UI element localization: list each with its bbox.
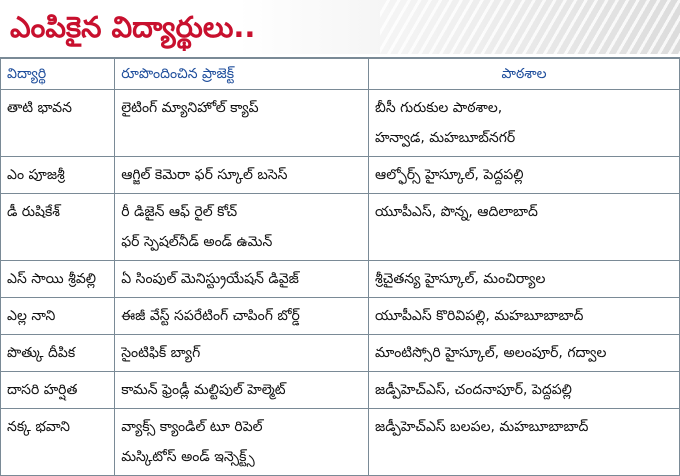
student-name [1, 298, 115, 335]
student-name [1, 194, 115, 261]
school-line: బీసీ గురుకుల పాఠశాల, [375, 100, 503, 116]
project-cell [115, 409, 369, 476]
table-row [1, 298, 680, 335]
project-cell [115, 298, 369, 335]
project-line: ఈజీ వేస్ట్ సపరేటింగ్ చాపింగ్ బోర్డ్ [121, 308, 300, 324]
project-line: సైంటిఫిక్ బ్యాగ్ [121, 345, 201, 361]
project-line: ఫర్ స్పెషల్‌నీడ్ అండ్ ఉమెన్ [121, 234, 273, 250]
school-line: యూపీఎస్, పొన్న, ఆదిలాబాద్ [375, 204, 538, 220]
student-name [1, 409, 115, 476]
page-title: ఎంపికైన విద్యార్థులు.. [10, 10, 256, 44]
student-name [1, 261, 115, 298]
project-cell [115, 372, 369, 409]
project-line: ఏ సింపుల్ మెనిస్ట్రుయేషన్ డివైజ్ [121, 271, 299, 287]
student-name [1, 157, 115, 194]
project-line: ఆగ్జిల్ కెమెరా ఫర్ స్కూల్ బసెస్ [121, 167, 288, 183]
school-cell [369, 372, 680, 409]
student-name-text: నక్క భవాని [7, 419, 70, 435]
project-line: లైటింగ్ మ్యానిహోల్ క్యాప్ [121, 100, 259, 116]
student-name-text: ఎస్ సాయి శ్రీవల్లి [7, 271, 97, 287]
table-header-row [1, 58, 680, 90]
student-name-text: దాసరి హర్షిత [7, 382, 78, 398]
school-cell [369, 409, 680, 476]
school-line: జడ్పీహెచ్ఎస్, చందనాపూర్, పెద్దపల్లి [375, 382, 572, 398]
student-name [1, 90, 115, 157]
table-row [1, 90, 680, 157]
students-table [0, 57, 680, 476]
school-line: మాంటిస్సోరి హైస్కూల్, అలంపూర్, గద్వాల [375, 345, 607, 361]
school-cell [369, 90, 680, 157]
school-cell [369, 157, 680, 194]
project-line: మస్కిటోస్ అండ్ ఇన్సెక్ట్స్ [121, 449, 255, 465]
school-line: యూపీఎస్ కొరివిపల్లి, మహబూబాబాద్ [375, 308, 584, 324]
school-line: ఆల్ఫోర్స్ హైస్కూల్, పెద్దపల్లి [375, 167, 524, 183]
banner-stripes-decoration [380, 0, 680, 54]
school-cell [369, 335, 680, 372]
school-cell [369, 298, 680, 335]
project-line: కామన్ ఫ్రెండ్లీ మల్టిపుల్ హెల్మెట్ [121, 382, 286, 398]
project-cell [115, 157, 369, 194]
student-name-text: పొత్కు దీపిక [7, 345, 76, 361]
student-name-text: ఎం పూజశ్రీ [7, 167, 65, 183]
project-line: రీ డిజైన్ ఆఫ్ రైల్ కోచ్ [121, 204, 238, 220]
header-student: విద్యార్థి [1, 58, 115, 90]
school-line: శ్రీచైతన్య హైస్కూల్, మంచిర్యాల [375, 271, 546, 287]
project-cell [115, 194, 369, 261]
table-row [1, 335, 680, 372]
table-row [1, 372, 680, 409]
school-line: హన్వాడ, మహబూబ్‌నగర్ [375, 130, 516, 146]
school-cell [369, 261, 680, 298]
table-row [1, 409, 680, 476]
student-name-text: డీ రుషికేశ్ [7, 204, 60, 220]
table-row [1, 261, 680, 298]
project-cell [115, 261, 369, 298]
student-name-text: తాటి భావన [7, 100, 72, 116]
title-banner [0, 0, 680, 54]
student-name [1, 372, 115, 409]
school-line: జడ్పీహెచ్ఎస్ బలపల, మహబూబాబాద్ [375, 419, 589, 435]
header-school: పాఠశాల [369, 58, 680, 90]
table-row [1, 157, 680, 194]
student-name-text: ఎల్ల నాని [7, 308, 56, 324]
project-cell [115, 90, 369, 157]
student-name [1, 335, 115, 372]
school-cell [369, 194, 680, 261]
project-line: వ్యాక్స్ క్యాండిల్ టూ రిపెల్ [121, 419, 263, 435]
project-cell [115, 335, 369, 372]
table-row [1, 194, 680, 261]
header-project: రూపొందించిన ప్రాజెక్ట్ [115, 58, 369, 90]
